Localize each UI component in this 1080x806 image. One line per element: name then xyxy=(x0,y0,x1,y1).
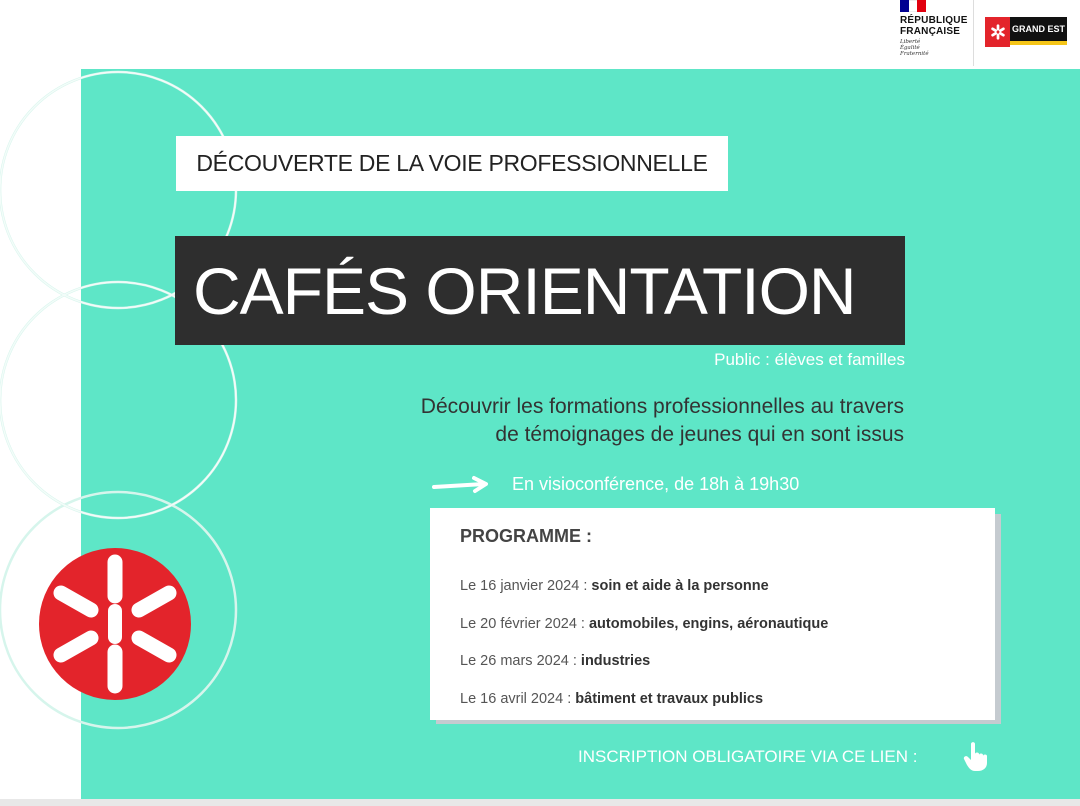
subtitle-box xyxy=(176,136,728,191)
description-line-1: Découvrir les formations professionnelles au travers xyxy=(420,395,904,418)
french-flag-icon xyxy=(900,0,926,12)
republique-francaise-logo xyxy=(898,0,978,64)
description xyxy=(264,393,904,449)
subtitle: DÉCOUVERTE DE LA VOIE PROFESSIONNELLE xyxy=(196,150,708,176)
description-line-2: de témoignages de jeunes qui en sont issus xyxy=(495,423,904,446)
rf-name: RÉPUBLIQUE FRANÇAISE xyxy=(900,15,968,37)
format-text: En visioconférence, de 18h à 19h30 xyxy=(512,474,800,494)
programme-item: Le 20 février 2024 : automobiles, engins, aéronautique xyxy=(460,616,829,632)
arrow-right-icon xyxy=(430,474,492,496)
rf-motto: Liberté Égalité Fraternité xyxy=(900,39,929,57)
grand-est-bar xyxy=(1010,41,1067,45)
programme-item: Le 16 janvier 2024 : soin et aide à la personne xyxy=(460,578,769,594)
audience-text: Public : élèves et familles xyxy=(714,350,905,369)
page-title: CAFÉS ORIENTATION xyxy=(193,253,856,328)
grand-est-logo xyxy=(985,17,1067,47)
programme-box xyxy=(430,508,995,720)
grand-est-star-icon xyxy=(985,17,1010,47)
pointing-hand-icon[interactable] xyxy=(962,740,990,772)
programme-item: Le 16 avril 2024 : bâtiment et travaux publics xyxy=(460,691,764,707)
grand-est-label: GRAND EST xyxy=(1010,17,1067,41)
title-box xyxy=(175,236,905,345)
region-star-logo-icon xyxy=(37,546,193,702)
programme-title: PROGRAMME : xyxy=(460,526,592,546)
header-divider xyxy=(973,0,974,66)
programme-item: Le 26 mars 2024 : industries xyxy=(460,653,651,669)
inscription-link[interactable]: INSCRIPTION OBLIGATOIRE VIA CE LIEN : xyxy=(578,747,918,766)
